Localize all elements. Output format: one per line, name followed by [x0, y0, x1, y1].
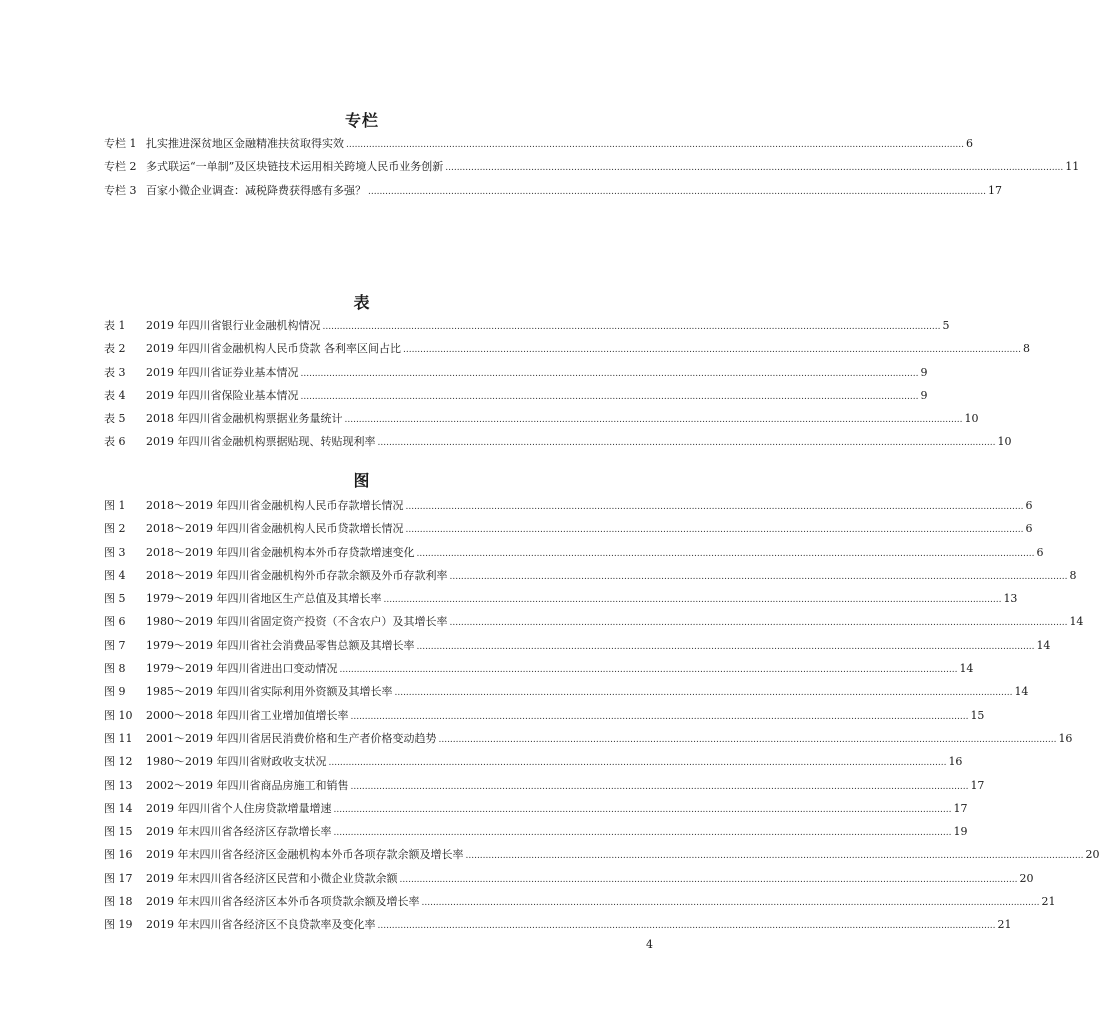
toc-entry[interactable] [104, 727, 1073, 750]
toc-entry-title: 1979～2019 年四川省社会消费品零售总额及其增长率 [146, 638, 415, 652]
toc-entry-page: 21 [997, 918, 1012, 932]
toc-entry-page: 19 [953, 825, 968, 839]
toc-entry[interactable] [104, 430, 1012, 453]
toc-entry[interactable] [104, 890, 1056, 913]
toc-entry-page: 6 [965, 137, 973, 150]
toc-entry-label: 图 17 [104, 871, 133, 885]
toc-entry-label: 表 3 [104, 365, 126, 379]
tables-list [104, 314, 1030, 454]
toc-entry-label: 图 10 [104, 708, 133, 722]
dot-leader [403, 339, 1021, 362]
toc-entry-title: 2019 年末四川省各经济区本外币各项贷款余额及增长率 [146, 895, 420, 909]
dot-leader [416, 543, 1034, 566]
figures-list [104, 494, 1099, 937]
toc-entry[interactable] [104, 155, 1080, 178]
toc-entry[interactable] [104, 634, 1051, 657]
dot-leader [346, 134, 964, 157]
toc-entry-label: 表 5 [104, 412, 126, 426]
toc-entry[interactable] [104, 337, 1030, 360]
columns-heading: 专栏 [344, 111, 379, 131]
toc-entry-title: 2018～2019 年四川省金融机构外币存款余额及外币存款利率 [146, 568, 448, 582]
toc-entry-page: 6 [1025, 522, 1033, 536]
dot-leader [334, 799, 952, 822]
toc-entry[interactable] [104, 913, 1012, 936]
toc-entry-page: 6 [1036, 545, 1044, 559]
toc-entry-page: 9 [920, 388, 928, 402]
toc-entry[interactable] [104, 797, 968, 820]
toc-entry[interactable] [104, 132, 973, 155]
toc-entry-title: 2018 年四川省金融机构票据业务量统计 [146, 412, 343, 426]
toc-entry-title: 1980～2019 年四川省固定资产投资（不含农户）及其增长率 [146, 615, 448, 629]
dot-leader [383, 589, 1001, 612]
toc-entry-page: 10 [964, 412, 979, 426]
toc-entry-title: 2019 年四川省金融机构人民币贷款 各利率区间占比 [146, 342, 401, 356]
toc-entry-title: 1979～2019 年四川省进出口变动情况 [146, 662, 338, 676]
toc-entry-title: 2019 年四川省个人住房贷款增量增速 [146, 801, 332, 815]
toc-entry-label: 图 19 [104, 918, 133, 932]
dot-leader [378, 915, 996, 938]
toc-entry-title: 扎实推进深贫地区金融精准扶贫取得实效 [146, 137, 344, 150]
toc-entry-label: 表 4 [104, 388, 126, 402]
toc-entry-title: 1979～2019 年四川省地区生产总值及其增长率 [146, 592, 382, 606]
dot-leader [378, 432, 996, 455]
toc-entry[interactable] [104, 680, 1029, 703]
toc-entry-label: 图 2 [104, 522, 126, 536]
toc-entry-label: 图 18 [104, 895, 133, 909]
toc-entry[interactable] [104, 361, 928, 384]
toc-entry-title: 2019 年四川省银行业金融机构情况 [146, 319, 321, 332]
dot-leader [301, 363, 919, 386]
toc-entry[interactable] [104, 750, 963, 773]
dot-leader [416, 636, 1034, 659]
dot-leader [400, 869, 1018, 892]
toc-entry-label: 图 3 [104, 545, 126, 559]
toc-entry-page: 21 [1041, 895, 1056, 909]
toc-entry[interactable] [104, 384, 928, 407]
toc-entry[interactable] [104, 610, 1084, 633]
dot-leader [445, 157, 1063, 180]
toc-entry-title: 2019 年四川省金融机构票据贴现、转贴现利率 [146, 435, 376, 449]
toc-entry-page: 6 [1025, 499, 1033, 512]
toc-entry-title: 2018～2019 年四川省金融机构人民币存款增长情况 [146, 499, 404, 512]
toc-entry-page: 14 [1014, 685, 1029, 699]
toc-entry-label: 专栏 3 [104, 183, 137, 197]
toc-entry-title: 2019 年四川省证券业基本情况 [146, 365, 299, 379]
toc-entry-title: 2019 年末四川省各经济区不良贷款率及变化率 [146, 918, 376, 932]
dot-leader [350, 706, 968, 729]
toc-entry-label: 图 9 [104, 685, 126, 699]
toc-entry-title: 1980～2019 年四川省财政收支状况 [146, 755, 327, 769]
toc-entry-page: 16 [1058, 731, 1073, 745]
toc-entry-label: 图 13 [104, 778, 133, 792]
toc-entry-title: 2000～2018 年四川省工业增加值增长率 [146, 708, 349, 722]
toc-entry-title: 1985～2019 年四川省实际利用外资额及其增长率 [146, 685, 393, 699]
toc-entry[interactable] [104, 843, 1099, 866]
toc-entry-label: 专栏 2 [104, 160, 137, 174]
toc-entry-label: 图 1 [104, 499, 126, 512]
toc-entry-title: 2019 年四川省保险业基本情况 [146, 388, 299, 402]
toc-entry-label: 图 16 [104, 848, 133, 862]
toc-entry-page: 16 [948, 755, 963, 769]
dot-leader [328, 752, 946, 775]
toc-entry-page: 8 [1069, 568, 1077, 582]
toc-entry-page: 8 [1022, 342, 1030, 356]
toc-entry[interactable] [104, 704, 985, 727]
toc-entry-label: 图 14 [104, 801, 133, 815]
toc-entry-label: 图 8 [104, 662, 126, 676]
toc-entry-title: 2018～2019 年四川省金融机构本外币存贷款增速变化 [146, 545, 415, 559]
toc-entry[interactable] [104, 587, 1018, 610]
toc-entry-page: 14 [1069, 615, 1084, 629]
toc-entry-page: 17 [987, 183, 1002, 197]
toc-entry-title: 2001～2019 年四川省居民消费价格和生产者价格变动趋势 [146, 731, 437, 745]
toc-entry-label: 图 5 [104, 592, 126, 606]
toc-entry-page: 14 [1036, 638, 1051, 652]
toc-entry[interactable] [104, 774, 985, 797]
dot-leader [449, 612, 1067, 635]
dot-leader [301, 386, 919, 409]
toc-entry-page: 20 [1019, 871, 1034, 885]
dot-leader [368, 181, 986, 204]
toc-entry-label: 表 6 [104, 435, 126, 449]
dot-leader [323, 316, 941, 339]
toc-entry-page: 10 [997, 435, 1012, 449]
toc-entry-title: 2019 年末四川省各经济区存款增长率 [146, 825, 332, 839]
toc-entry-title: 2019 年末四川省各经济区民营和小微企业贷款余额 [146, 871, 398, 885]
toc-entry-page: 17 [970, 778, 985, 792]
toc-entry-page: 20 [1085, 848, 1099, 862]
dot-leader [405, 519, 1023, 542]
toc-entry[interactable] [104, 517, 1033, 540]
toc-entry-page: 15 [970, 708, 985, 722]
toc-entry-title: 多式联运“一单制”及区块链技术运用相关跨境人民币业务创新 [146, 160, 444, 174]
dot-leader [345, 409, 963, 432]
toc-entry-page: 9 [920, 365, 928, 379]
dot-leader [334, 822, 952, 845]
toc-entry[interactable] [104, 314, 950, 337]
toc-entry[interactable] [104, 179, 1002, 202]
dot-leader [339, 659, 957, 682]
toc-entry-label: 图 15 [104, 825, 133, 839]
toc-entry-page: 5 [942, 319, 950, 332]
toc-entry[interactable] [104, 867, 1034, 890]
columns-list [104, 132, 1080, 202]
dot-leader [438, 729, 1056, 752]
page-number: 4 [646, 938, 653, 951]
toc-entry-label: 表 2 [104, 342, 126, 356]
toc-entry-title: 2002～2019 年四川省商品房施工和销售 [146, 778, 349, 792]
toc-entry-page: 11 [1065, 160, 1080, 174]
dot-leader [466, 845, 1084, 868]
toc-entry[interactable] [104, 564, 1077, 587]
toc-entry-label: 图 11 [104, 731, 133, 745]
toc-entry-label: 专栏 1 [104, 137, 137, 150]
toc-entry[interactable] [104, 494, 1033, 517]
toc-entry-label: 图 12 [104, 755, 133, 769]
dot-leader [350, 776, 968, 799]
dot-leader [394, 682, 1012, 705]
toc-entry-label: 图 4 [104, 568, 126, 582]
toc-entry-page: 13 [1003, 592, 1018, 606]
figures-heading: 图 [353, 471, 371, 491]
dot-leader [422, 892, 1040, 915]
toc-entry-title: 2018～2019 年四川省金融机构人民币贷款增长情况 [146, 522, 404, 536]
toc-entry-page: 17 [953, 801, 968, 815]
dot-leader [449, 566, 1067, 589]
toc-entry-label: 图 7 [104, 638, 126, 652]
tables-heading: 表 [353, 293, 371, 313]
toc-entry-label: 图 6 [104, 615, 126, 629]
toc-entry-page: 14 [959, 662, 974, 676]
toc-entry[interactable] [104, 407, 979, 430]
toc-entry[interactable] [104, 820, 968, 843]
dot-leader [405, 496, 1023, 519]
toc-entry-title: 百家小微企业调查：减税降费获得感有多强？ [146, 183, 366, 197]
toc-entry[interactable] [104, 541, 1044, 564]
toc-entry-title: 2019 年末四川省各经济区金融机构本外币各项存款余额及增长率 [146, 848, 464, 862]
toc-entry-label: 表 1 [104, 319, 126, 332]
toc-entry[interactable] [104, 657, 974, 680]
